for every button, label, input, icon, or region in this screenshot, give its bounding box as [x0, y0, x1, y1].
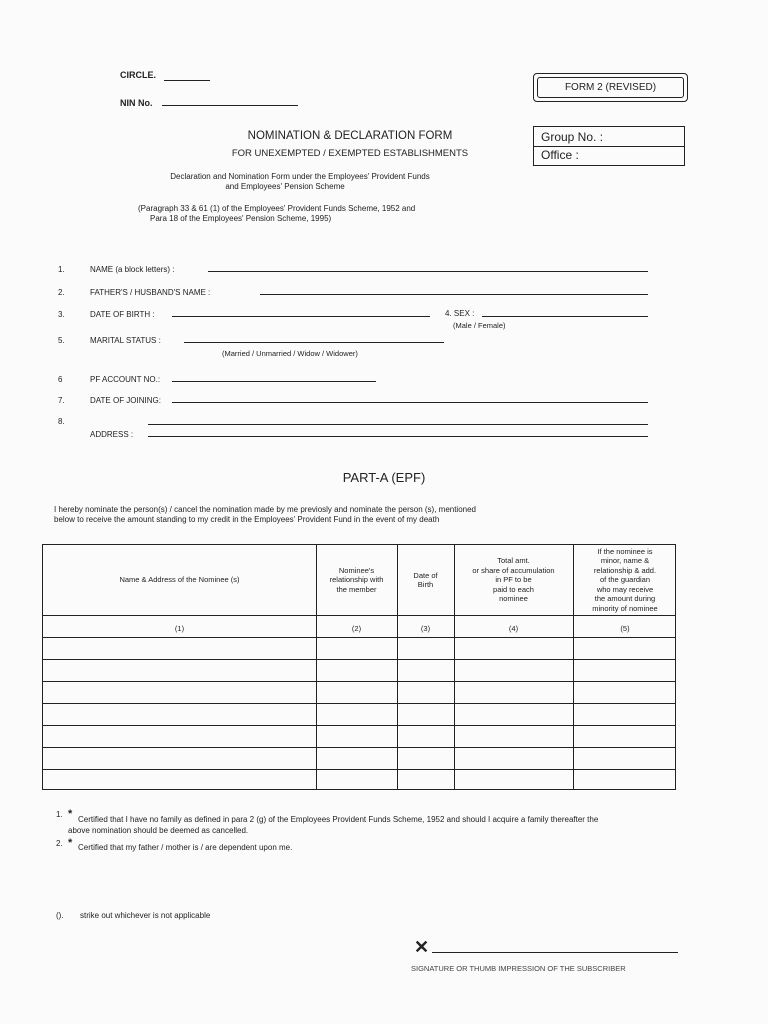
form-subtitle: FOR UNEXEMPTED / EXEMPTED ESTABLISHMENTS	[231, 148, 469, 159]
circle-label: CIRCLE.	[120, 70, 156, 80]
form-badge-text: FORM 2 (REVISED)	[564, 82, 657, 93]
field-num-8: 8.	[58, 417, 65, 426]
dob-label: DATE OF BIRTH :	[90, 310, 155, 319]
address-field-1[interactable]	[148, 424, 648, 425]
nin-field[interactable]	[162, 105, 298, 106]
doj-field[interactable]	[172, 402, 648, 403]
field-num-5: 5.	[58, 336, 65, 345]
col-number-2: (2)	[351, 624, 362, 633]
header-relationship: Nominee's relationship with the member	[329, 565, 384, 594]
group-office-divider	[534, 146, 684, 147]
father-husband-field[interactable]	[260, 294, 648, 295]
para-line-1: (Paragraph 33 & 61 (1) of the Employees' Provident Funds Scheme, 1952 and	[138, 204, 416, 213]
part-a-intro-2: below to receive the amount standing to my credit in the Employees' Provident Fund in the event of my death	[54, 515, 440, 524]
cert-2-number: 2.	[56, 839, 63, 848]
row-rule	[43, 681, 675, 682]
field-num-3: 3.	[58, 310, 65, 319]
header-guardian: If the nominee is minor, name & relationship & add. of the guardian who may receive the amount during minority of nominee	[592, 546, 658, 613]
form-title: NOMINATION & DECLARATION FORM	[247, 130, 453, 142]
signature-x-icon: ✕	[414, 937, 430, 957]
name-label: NAME (a block letters) :	[90, 265, 175, 274]
signature-label: SIGNATURE OR THUMB IMPRESSION OF THE SUBSCRIBER	[411, 964, 626, 973]
field-num-2: 2.	[58, 288, 65, 297]
marital-status-label: MARITAL STATUS :	[90, 336, 161, 345]
col-number-1: (1)	[174, 624, 185, 633]
cert-2-star: *	[68, 837, 73, 849]
doj-label: DATE OF JOINING:	[90, 396, 161, 405]
signature-field[interactable]	[432, 952, 678, 953]
row-rule	[43, 637, 675, 638]
row-rule	[43, 769, 675, 770]
field-num-1: 1.	[58, 265, 65, 274]
sex-field[interactable]	[482, 316, 648, 317]
group-label: Group No. :	[541, 130, 604, 144]
header-dob: Date of Birth	[413, 570, 438, 589]
cert-1-star: *	[68, 808, 73, 820]
nominee-table	[42, 544, 676, 790]
name-field[interactable]	[208, 271, 648, 272]
para-line-2: Para 18 of the Employees' Pension Scheme, 1995)	[150, 214, 332, 223]
office-label: Office :	[541, 148, 579, 162]
father-husband-label: FATHER'S / HUSBAND'S NAME :	[90, 288, 211, 297]
header-share: Total amt. or share of accumulation in PF to be paid to each nominee	[472, 556, 555, 604]
desc-line-2: and Employees' Pension Scheme	[225, 182, 345, 191]
row-rule	[43, 703, 675, 704]
header-name-address: Name & Address of the Nominee (s)	[119, 575, 240, 585]
field-num-7: 7.	[58, 396, 65, 405]
address-field-2[interactable]	[148, 436, 648, 437]
nin-label: NIN No.	[120, 98, 153, 108]
row-rule	[43, 659, 675, 660]
field-num-6: 6	[58, 375, 63, 384]
cert-1-line-2: above nomination should be deemed as cancelled.	[68, 826, 249, 835]
address-label: ADDRESS :	[90, 430, 134, 439]
marital-status-field[interactable]	[184, 342, 444, 343]
pf-account-field[interactable]	[172, 381, 376, 382]
part-a-intro-1: I hereby nominate the person(s) / cancel the nomination made by me previosly and nominate the person (s), mentioned	[54, 505, 477, 514]
sex-hint: (Male / Female)	[453, 321, 506, 330]
group-office-box	[533, 126, 685, 166]
marital-status-hint: (Married / Unmarried / Widow / Widower)	[222, 349, 358, 358]
cert-1-line-1: Certified that I have no family as defined in para 2 (g) of the Employees Provident Funds Scheme, 1952 and should I acquire a family thereafter the	[78, 815, 599, 824]
pf-account-label: PF ACCOUNT NO.:	[90, 375, 161, 384]
sex-label: 4. SEX :	[445, 309, 475, 318]
circle-field[interactable]	[164, 80, 210, 81]
row-rule	[43, 725, 675, 726]
strike-mark: ().	[56, 911, 64, 920]
col-number-4: (4)	[508, 624, 519, 633]
cert-2-line-1: Certified that my father / mother is / are dependent upon me.	[78, 843, 293, 852]
col-number-5: (5)	[620, 624, 630, 633]
dob-field[interactable]	[172, 316, 430, 317]
cert-1-number: 1.	[56, 810, 63, 819]
part-a-title: PART-A (EPF)	[342, 470, 426, 485]
strike-note: strike out whichever is not applicable	[80, 911, 211, 920]
header-rule	[43, 615, 675, 616]
desc-line-1: Declaration and Nomination Form under the Employees' Provident Funds	[170, 172, 430, 181]
col-number-3: (3)	[420, 624, 431, 633]
row-rule	[43, 747, 675, 748]
form-badge	[537, 77, 684, 98]
